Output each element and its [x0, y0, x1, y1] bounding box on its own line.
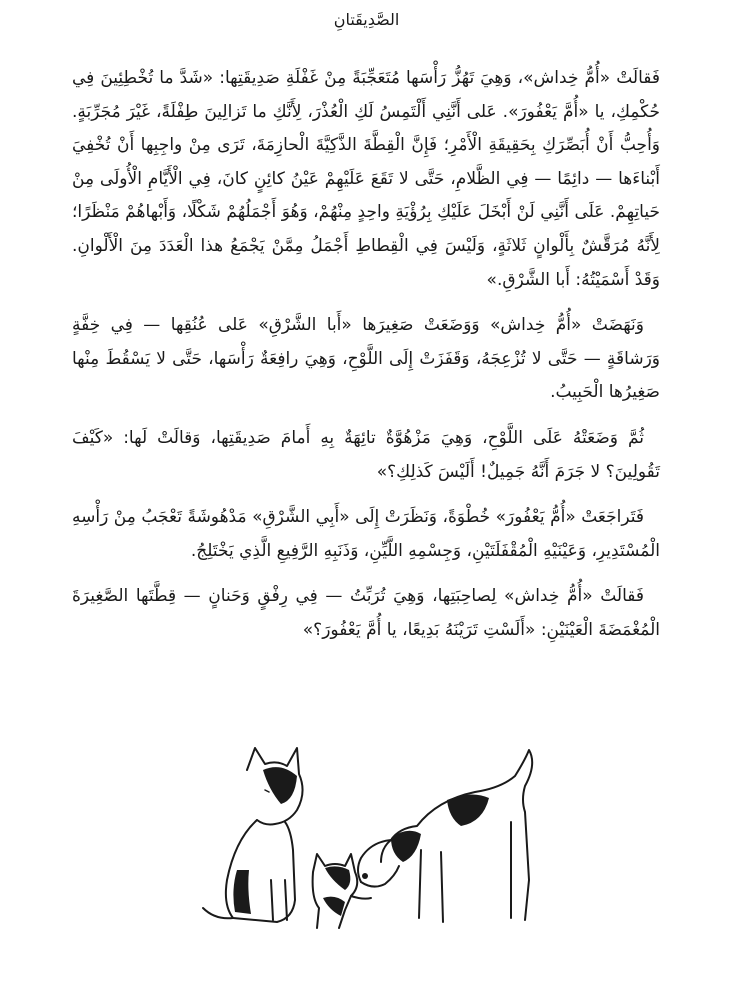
- paragraph-1: فَقالَتْ «أُمُّ خِداش»، وَهِيَ تَهُزُّ رَأْسَها مُتَعَجِّبَةً مِنْ غَفْلَةِ صَدِيقَتِها: «شَدَّ ما تُخْطِئِينَ فِي حُكْمِكِ، يا «أُمَّ يَعْفُورَ». عَلى أَنَّنِي أَلْتَمِسُ لَكِ الْعُذْرَ، لِأَنَّكِ ما تَزالِينَ طِفْلَةً، غَيْرَ مُجَرِّبَةٍ. وَأُحِبُّ أَنْ أُبَصِّرَكِ بِحَقِيقَةِ الْأَمْرِ؛ فَإِنَّ الْقِطَّةَ الذَّكِيَّةَ الْحازِمَةَ، تَرَى مِنْ واجِبِها أَنْ تُخْفِيَ أَبْناءَها — دائِمًا — فِي الظَّلامِ، حَتَّى لا تَقَعَ عَلَيْهِمْ عَيْنُ كائِنٍ كانَ، فِي الْأَيَّامِ الْأُولَى مِنْ حَياتِهِمْ. عَلَى أَنَّنِي لَنْ أَبْخَلَ عَلَيْكِ بِرُؤْيَةِ واحِدٍ مِنْهُمْ، وَهُوَ أَجْمَلُهُمْ شَكْلًا، وَأَبْهاهُمْ مَنْظَرًا؛ لِأَنَّهُ مُرَقَّشٌ بِأَلْوانٍ ثَلاثَةٍ، وَلَيْسَ فِي الْقِطاطِ أَجْمَلُ مِمَّنْ يَجْمَعُ هذا الْعَدَدَ مِنَ الْأَلْوانِ. وَقَدْ أَسْمَيْتُهُ: أَبا الشَّرْقِ.»: [72, 68, 660, 290]
- paragraph-5: فَقالَتْ «أُمُّ خِداش» لِصاحِبَتِها، وَهِيَ تُرَبِّتُ — فِي رِفْقٍ وَحَنانٍ — قِطَّتَها الصَّغِيرَةَ الْمُغْمَضَةَ الْعَيْنَيْنِ: «أَلَسْتِ تَرَيْنَهُ بَدِيعًا، يا أُمَّ يَعْفُورَ؟»: [72, 586, 660, 640]
- paragraph-3: ثُمَّ وَضَعَتْهُ عَلَى اللَّوْحِ، وَهِيَ مَزْهُوَّةٌ تائِهَةٌ بِهِ أَمامَ صَدِيقَتِها، وَقالَتْ لَها: «كَيْفَ تَقُولِينَ؟ لا جَرَمَ أَنَّهُ جَمِيلٌ! أَلَيْسَ كَذلِكِ؟»: [72, 427, 660, 482]
- cats-and-dog-illustration: [185, 730, 555, 930]
- paragraph-2: وَنَهَضَتْ «أُمُّ خِداش» وَوَضَعَتْ صَغِيرَها «أَبا الشَّرْقِ» عَلى عُنُقِها — فِي خِفَّةٍ وَرَشاقَةٍ — حَتَّى لا تُزْعِجَهُ، وَقَفَزَتْ إِلَى اللَّوْحِ، وَهِيَ رافِعَةٌ رَأْسَها، حَتَّى لا يَسْقُطَ مِنْها صَغِيرُها الْحَبِيبُ.: [72, 315, 660, 403]
- paragraph-4: فَتَراجَعَتْ «أُمُّ يَعْفُورَ» خُطْوَةً، وَنَظَرَتْ إِلَى «أَبِي الشَّرْقِ» مَدْهُوشَةً تَعْجَبُ مِنْ رَأْسِهِ الْمُسْتَدِيرِ، وَعَيْنَيْهِ الْمُقْفَلَتَيْنِ، وَجِسْمِهِ اللَّيِّنِ، وَذَنَبِهِ الرَّفِيعِ الَّذِي يَخْتَلِجُ.: [72, 507, 660, 561]
- page-title: الصَّدِيقَتانِ: [333, 10, 400, 29]
- dog-icon: [358, 750, 532, 922]
- story-text: [72, 62, 660, 660]
- kitten-icon: [313, 854, 371, 928]
